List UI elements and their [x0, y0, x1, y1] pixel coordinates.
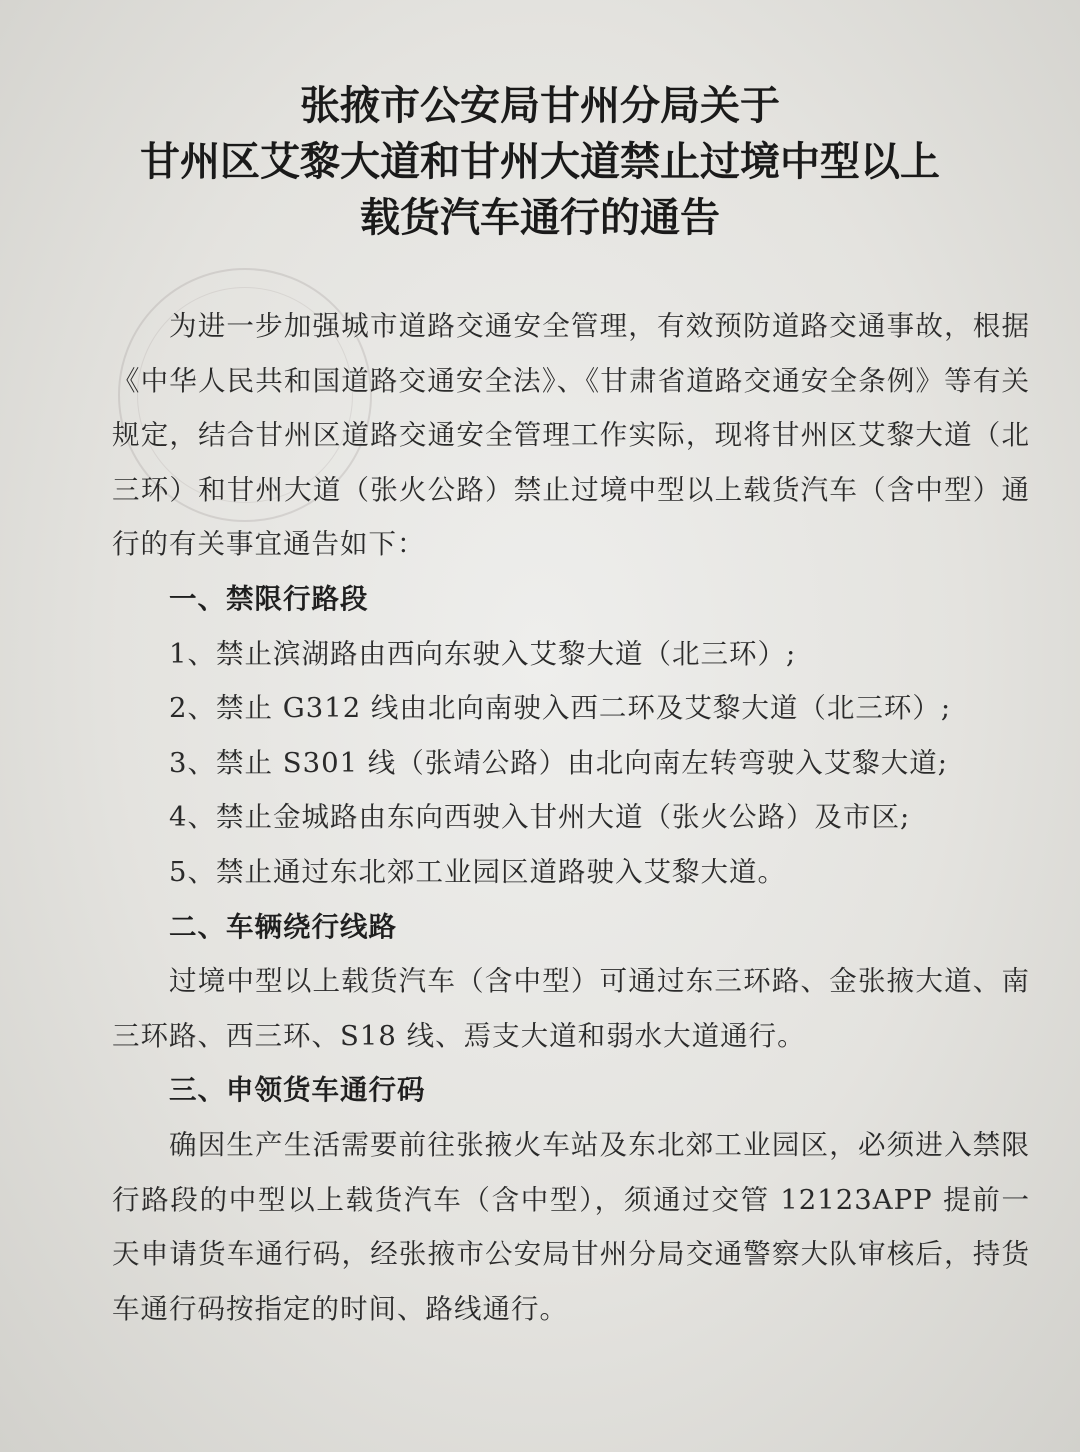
title-line-2: 甘州区艾黎大道和甘州大道禁止过境中型以上	[140, 138, 940, 185]
section-heading-detour-routes: 二、车辆绕行线路	[169, 910, 397, 943]
restricted-road-item: 2、禁止 G312 线由北向南驶入西二环及艾黎大道（北三环）;	[169, 692, 952, 725]
title-line-1: 张掖市公安局甘州分局关于	[300, 82, 780, 129]
title-line-3: 载货汽车通行的通告	[360, 194, 720, 241]
restricted-road-item: 3、禁止 S301 线（张靖公路）由北向南左转弯驶入艾黎大道;	[169, 746, 949, 779]
detour-routes-paragraph: 过境中型以上载货汽车（含中型）可通过东三环路、金张掖大道、南三环路、西三环、S18 线、焉支大道和弱水大道通行。	[112, 965, 1030, 1052]
section-heading-restricted-roads: 一、禁限行路段	[169, 582, 369, 615]
notice-title	[0, 78, 1080, 246]
intro-paragraph: 为进一步加强城市道路交通安全管理，有效预防道路交通事故，根据《中华人民共和国道路交通安全法》、《甘肃省道路交通安全条例》等有关规定，结合甘州区道路交通安全管理工作实际，现将甘州区艾黎大道（北三环）和甘州大道（张火公路）禁止过境中型以上载货汽车（含中型）通行的有关事宜通告如下：	[112, 310, 1030, 561]
restricted-road-item: 4、禁止金城路由东向西驶入甘州大道（张火公路）及市区;	[169, 801, 911, 834]
pass-code-paragraph: 确因生产生活需要前往张掖火车站及东北郊工业园区，必须进入禁限行路段的中型以上载货汽车（含中型），须通过交管 12123APP 提前一天申请货车通行码，经张掖市公安局甘州分局交通警察大队审核后，持货车通行码按指定的时间、路线通行。	[112, 1128, 1030, 1325]
restricted-road-item: 5、禁止通过东北郊工业园区道路驶入艾黎大道。	[169, 855, 786, 888]
section-heading-pass-code: 三、申领货车通行码	[169, 1074, 426, 1107]
restricted-road-item: 1、禁止滨湖路由西向东驶入艾黎大道（北三环）;	[169, 637, 797, 670]
notice-body	[112, 299, 1030, 1336]
